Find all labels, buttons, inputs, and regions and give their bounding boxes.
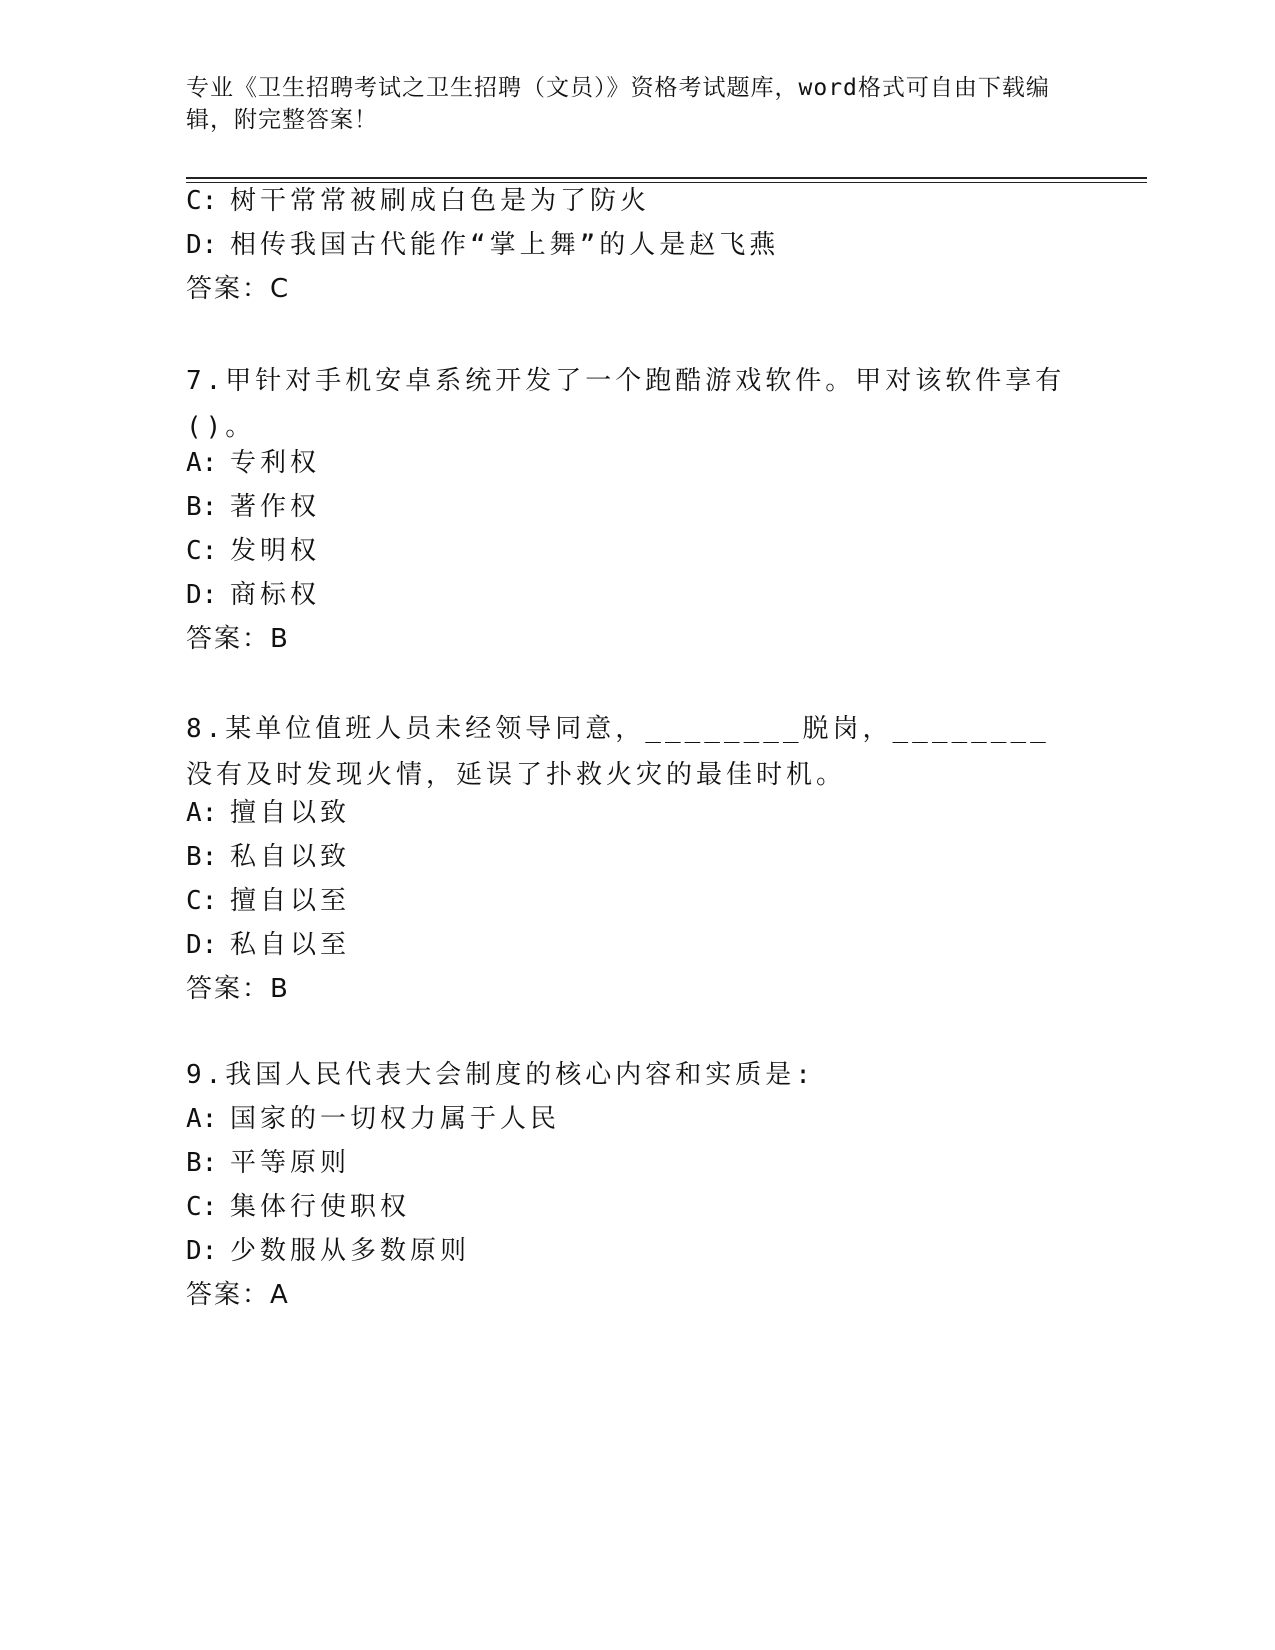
q8-option-c <box>186 884 350 918</box>
option-text: 树干常常被刷成白色是为了防火 <box>230 186 651 216</box>
option-label: A: <box>186 448 218 478</box>
prev-answer: 答案：C <box>186 274 291 304</box>
option-label: C: <box>186 1192 218 1222</box>
q9-answer: 答案：A <box>186 1280 290 1310</box>
q7-option-a <box>186 446 320 480</box>
prev-option-d <box>186 228 779 262</box>
option-text: 相传我国古代能作“掌上舞”的人是赵飞燕 <box>230 230 780 260</box>
q7-option-c <box>186 534 320 568</box>
option-text: 平等原则 <box>230 1148 351 1178</box>
question-8-stem: 8.某单位值班人员未经领导同意，________脱岗，________没有及时发现火情，延误了扑救火灾的最佳时机。 <box>186 714 1050 790</box>
option-text: 专利权 <box>230 448 321 478</box>
option-label: D: <box>186 230 218 260</box>
option-text: 国家的一切权力属于人民 <box>230 1104 561 1134</box>
option-label: B: <box>186 492 218 522</box>
option-text: 擅自以至 <box>230 886 351 916</box>
option-label: B: <box>186 1148 218 1178</box>
option-text: 发明权 <box>230 536 321 566</box>
option-text: 商标权 <box>230 580 321 610</box>
prev-option-c <box>186 184 650 218</box>
q9-option-a <box>186 1102 560 1136</box>
q8-option-a <box>186 796 350 830</box>
option-label: A: <box>186 1104 218 1134</box>
q9-option-c <box>186 1190 410 1224</box>
option-label: C: <box>186 536 218 566</box>
option-text: 集体行使职权 <box>230 1192 411 1222</box>
question-7-stem: 7.甲针对手机安卓系统开发了一个跑酷游戏软件。甲对该软件享有()。 <box>186 366 1066 442</box>
document-header: 专业《卫生招聘考试之卫生招聘（文员）》资格考试题库，word格式可自由下载编辑，附完整答案！ <box>186 75 1050 133</box>
q7-answer: 答案：B <box>186 624 290 654</box>
q9-option-b <box>186 1146 350 1180</box>
option-text: 著作权 <box>230 492 321 522</box>
option-label: D: <box>186 930 218 960</box>
option-text: 少数服从多数原则 <box>230 1236 471 1266</box>
option-label: B: <box>186 842 218 872</box>
header-rule-thin <box>186 182 1147 183</box>
question-9-stem: 9.我国人民代表大会制度的核心内容和实质是: <box>186 1060 815 1090</box>
q8-option-b <box>186 840 350 874</box>
option-label: C: <box>186 186 218 216</box>
option-label: A: <box>186 798 218 828</box>
option-text: 私自以至 <box>230 930 351 960</box>
option-label: D: <box>186 580 218 610</box>
q8-answer: 答案：B <box>186 974 290 1004</box>
q7-option-d <box>186 578 320 612</box>
option-text: 擅自以致 <box>230 798 351 828</box>
option-label: D: <box>186 1236 218 1266</box>
q7-option-b <box>186 490 320 524</box>
option-label: C: <box>186 886 218 916</box>
header-rule-thick <box>186 177 1147 179</box>
option-text: 私自以致 <box>230 842 351 872</box>
q8-option-d <box>186 928 350 962</box>
q9-option-d <box>186 1234 470 1268</box>
